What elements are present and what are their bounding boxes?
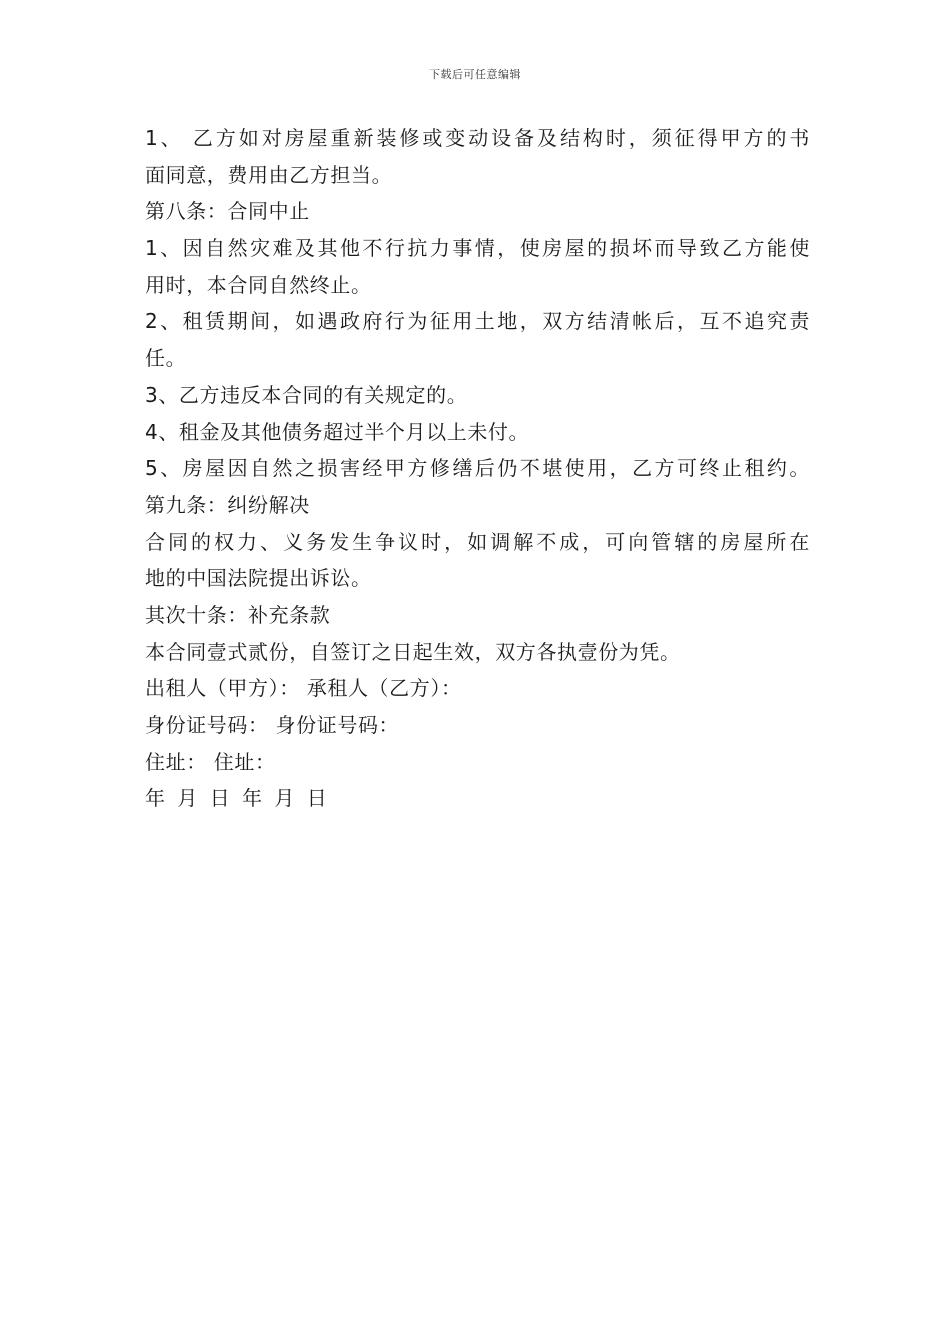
text-line: 2、租赁期间，如遇政府行为征用土地，双方结清帐后，互不追究责 xyxy=(145,309,810,334)
text-line: 面同意，费用由乙方担当。 xyxy=(145,162,393,187)
section-heading: 第八条：合同中止 xyxy=(145,199,310,224)
signature-line-id-number: 身份证号码： 身份证号码： xyxy=(145,713,400,737)
text-line: 合同的权力、义务发生争议时，如调解不成，可向管辖的房屋所在 xyxy=(145,529,810,554)
text-line: 任。 xyxy=(145,346,187,371)
text-line: 本合同壹式贰份，自签订之日起生效，双方各执壹份为凭。 xyxy=(145,639,681,664)
signature-line-address: 住址： 住址： xyxy=(145,749,276,774)
section-heading: 其次十条：补充条款 xyxy=(145,602,331,627)
text-line: 1、 乙方如对房屋重新装修或变动设备及结构时，须征得甲方的书 xyxy=(145,126,810,150)
text-line: 4、租金及其他债务超过半个月以上未付。 xyxy=(145,419,530,444)
signature-line-date: 年 月 日 年 月 日 xyxy=(145,786,330,811)
document-body xyxy=(145,120,810,817)
page-header: 下载后可任意编辑 xyxy=(429,68,521,81)
text-line: 用时，本合同自然终止。 xyxy=(145,272,372,297)
text-line: 地的中国法院提出诉讼。 xyxy=(145,566,372,591)
text-line: 1、因自然灾难及其他不行抗力事情，使房屋的损坏而导致乙方能使 xyxy=(145,236,810,261)
section-heading: 第九条：纠纷解决 xyxy=(145,492,310,517)
signature-line-lessor-lessee: 出租人（甲方）： 承租人（乙方）： xyxy=(145,676,462,701)
text-line: 3、乙方违反本合同的有关规定的。 xyxy=(145,382,468,407)
text-line: 5、房屋因自然之损害经甲方修缮后仍不堪使用，乙方可终止租约。 xyxy=(145,456,810,481)
